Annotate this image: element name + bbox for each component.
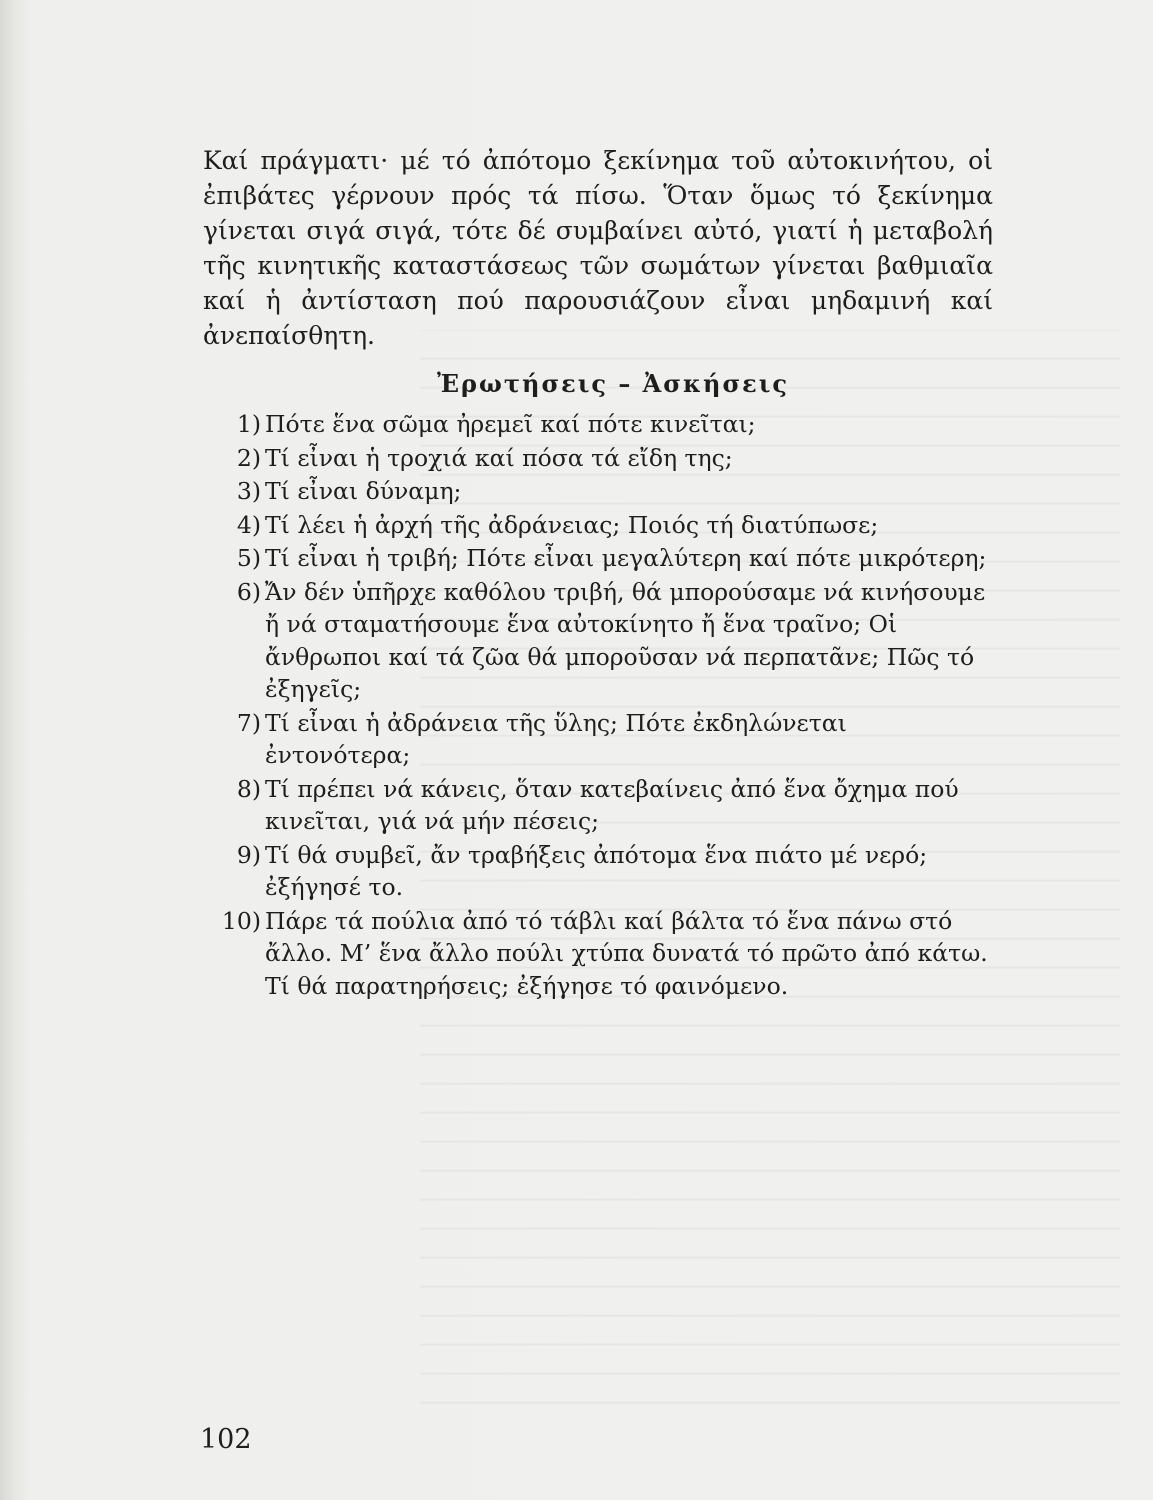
question-item xyxy=(203,773,993,838)
question-item xyxy=(203,707,993,772)
question-text: Τί πρέπει νά κάνεις, ὅταν κατεβαίνεις ἀπό ἕνα ὄχημα πού κινεῖται, γιά νά μήν πέσεις; xyxy=(265,774,959,835)
page-content xyxy=(203,143,993,1003)
question-item xyxy=(203,509,993,542)
question-item xyxy=(203,905,993,1003)
question-number: 6) xyxy=(236,577,261,606)
intro-paragraph: Καί πράγματι· μέ τό ἀπότομο ξεκίνημα τοῦ αὐτοκινήτου, οἱ ἐπιβάτες γέρνουν πρός τά πίσω. Ὅταν ὅμως τό ξεκίνημα γίνεται σιγά σιγά, τότε δέ συμβαίνει αὐτό, γιατί ἡ μεταβολή τῆς κινητικῆς καταστάσεως τῶν σωμάτων γίνεται βαθμιαῖα καί ἡ ἀντίσταση πού παρουσιάζουν εἶναι μηδαμινή καί ἀνεπαίσθητη. xyxy=(203,146,993,350)
question-number: 2) xyxy=(236,443,261,472)
question-number: 7) xyxy=(236,708,261,737)
question-text: Ἄν δέν ὑπῆρχε καθόλου τριβή, θά μπορούσαμε νά κινήσουμε ἤ νά σταματήσουμε ἕνα αὐτοκίνητο ἤ ἕνα τραῖνο; Οἱ ἄνθρωποι καί τά ζῶα θά μποροῦσαν νά περπατᾶνε; Πῶς τό ἐξηγεῖς; xyxy=(265,577,986,703)
questions-list xyxy=(203,408,993,1002)
question-number: 10) xyxy=(221,906,261,935)
question-item xyxy=(203,542,993,575)
question-item xyxy=(203,839,993,904)
question-text: Πάρε τά πούλια ἀπό τό τάβλι καί βάλτα τό ἕνα πάνω στό ἄλλο. Μ’ ἕνα ἄλλο πούλι χτύπα δυνατά τό πρῶτο ἀπό κάτω. Τί θά παρατηρήσεις; ἐξήγησε τό φαινόμενο. xyxy=(265,906,988,1000)
question-text: Τί θά συμβεῖ, ἄν τραβήξεις ἀπότομα ἕνα πιάτο μέ νερό; ἐξήγησέ το. xyxy=(265,840,928,901)
question-number: 9) xyxy=(236,840,261,869)
question-text: Τί εἶναι δύναμη; xyxy=(265,477,462,505)
page-number: 102 xyxy=(200,1424,252,1455)
question-number: 4) xyxy=(236,510,261,539)
question-item xyxy=(203,576,993,706)
question-item xyxy=(203,442,993,475)
question-item xyxy=(203,408,993,441)
question-text: Τί λέει ἡ ἀρχή τῆς ἀδράνειας; Ποιός τή διατύπωσε; xyxy=(265,510,879,539)
question-item xyxy=(203,475,993,508)
question-number: 1) xyxy=(236,410,261,438)
question-text: Τί εἶναι ἡ ἀδράνεια τῆς ὕλης; Πότε ἐκδηλώνεται ἐντονότερα; xyxy=(265,708,847,769)
question-number: 5) xyxy=(236,544,261,572)
question-text: Τί εἶναι ἡ τροχιά καί πόσα τά εἴδη της; xyxy=(265,443,733,472)
question-text: Πότε ἕνα σῶμα ἠρεμεῖ καί πότε κινεῖται; xyxy=(265,410,756,438)
section-heading: Ἐρωτήσεις – Ἀσκήσεις xyxy=(437,369,789,398)
question-number: 8) xyxy=(236,774,261,803)
question-text: Τί εἶναι ἡ τριβή; Πότε εἶναι μεγαλύτερη καί πότε μικρότερη; xyxy=(265,544,987,572)
question-number: 3) xyxy=(236,477,261,505)
